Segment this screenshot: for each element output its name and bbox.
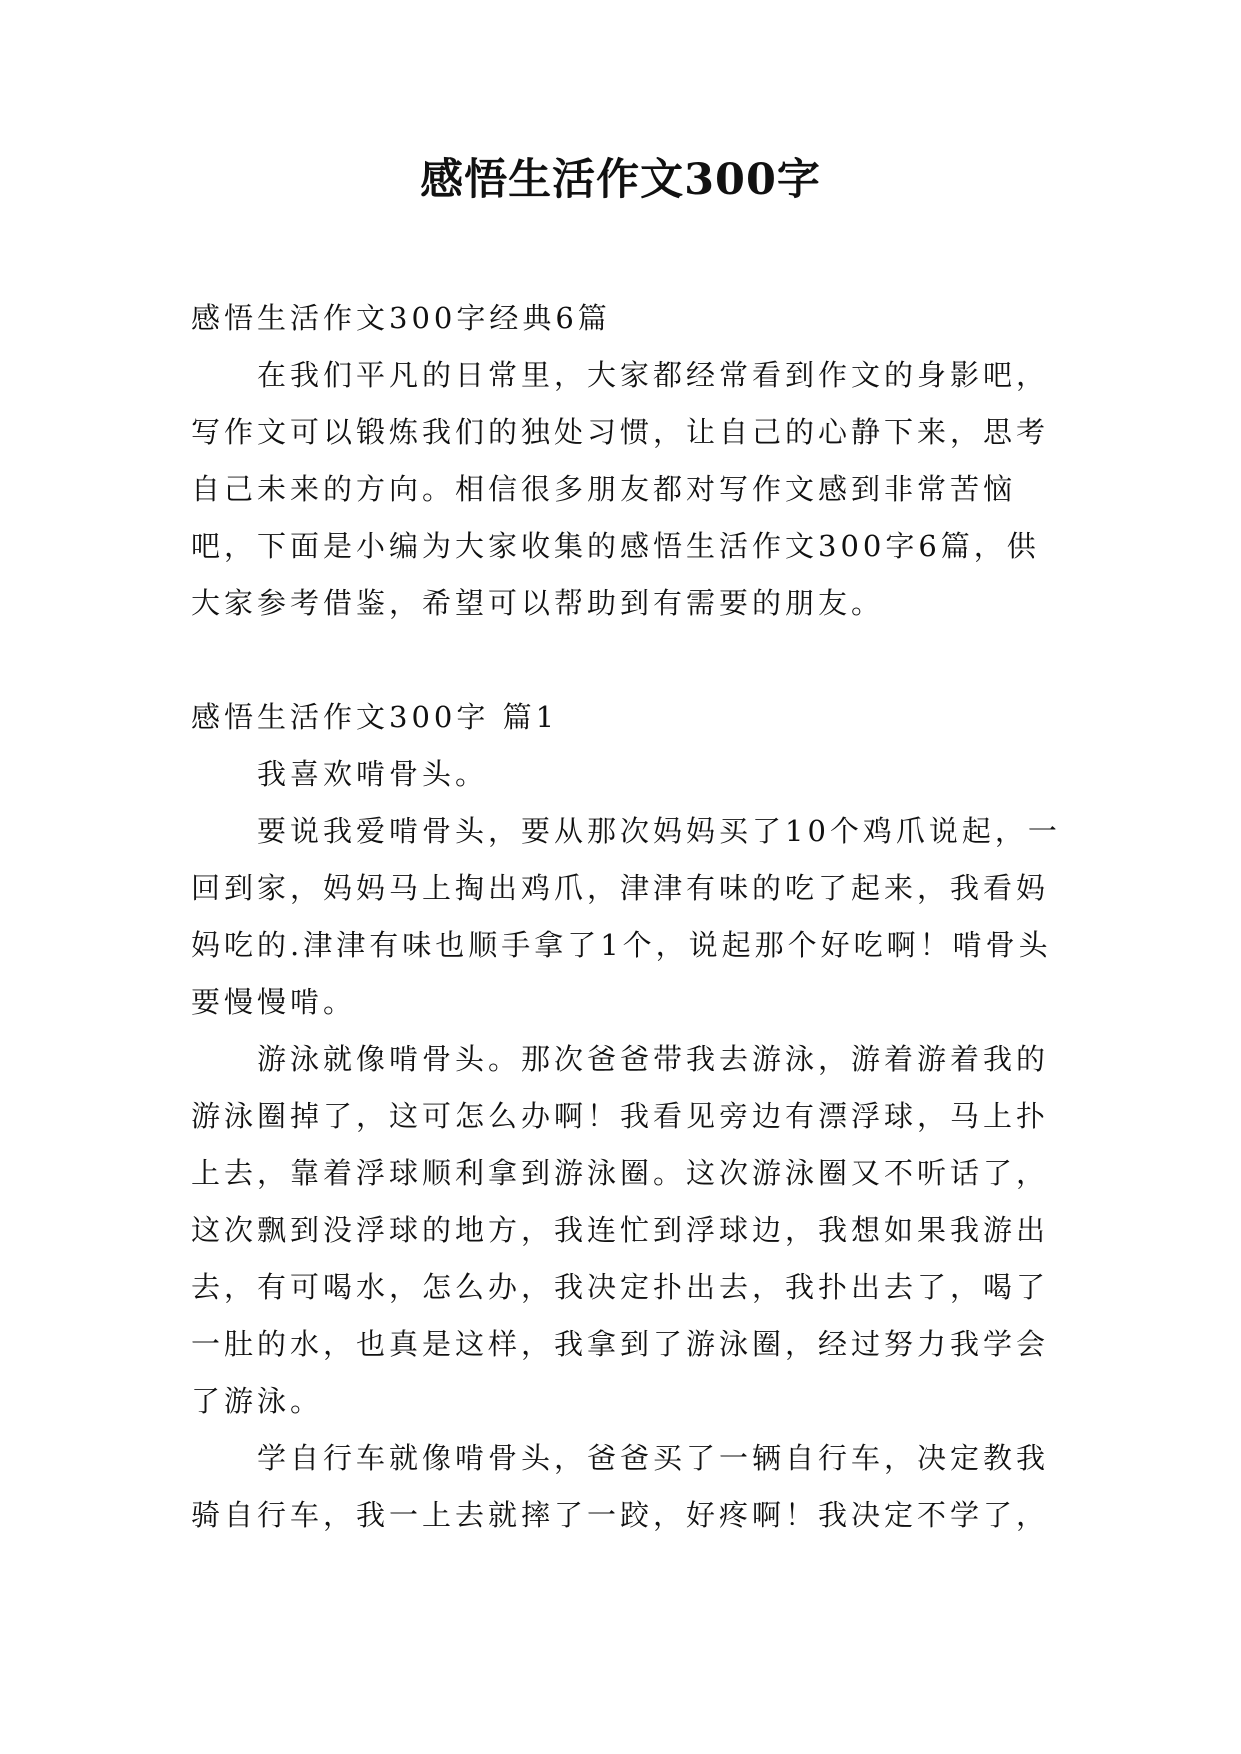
document-title: 感悟生活作文300字 bbox=[420, 155, 821, 205]
section-heading: 感悟生活作文300字 篇1 bbox=[191, 700, 559, 734]
body-paragraph-3: 游泳就像啃骨头。那次爸爸带我去游泳，游着游着我的游泳圈掉了，这可怎么办啊！我看见旁边有漂浮球，马上扑上去，靠着浮球顺利拿到游泳圈。这次游泳圈又不听话了，这次飘到没浮球的地方，我连忙到浮球边，我想如果我游出去，有可喝水，怎么办，我决定扑出去，我扑出去了，喝了一肚的水，也真是这样，我拿到了游泳圈，经过努力我学会了游泳。 bbox=[191, 1042, 1050, 1418]
intro-paragraph: 在我们平凡的日常里，大家都经常看到作文的身影吧，写作文可以锻炼我们的独处习惯，让自己的心静下来，思考自己未来的方向。相信很多朋友都对写作文感到非常苦恼吧，下面是小编为大家收集的感悟生活作文300字6篇，供大家参考借鉴，希望可以帮助到有需要的朋友。 bbox=[191, 358, 1050, 620]
collection-heading: 感悟生活作文300字经典6篇 bbox=[191, 301, 611, 335]
body-paragraph-1: 我喜欢啃骨头。 bbox=[257, 757, 489, 791]
body-paragraph-4: 学自行车就像啃骨头，爸爸买了一辆自行车，决定教我骑自行车，我一上去就摔了一跤，好疼啊！我决定不学了， bbox=[191, 1441, 1050, 1532]
body-paragraph-2: 要说我爱啃骨头，要从那次妈妈买了10个鸡爪说起，一回到家，妈妈马上掏出鸡爪，津津有味的吃了起来，我看妈妈吃的.津津有味也顺手拿了1个，说起那个好吃啊！啃骨头要慢慢啃。 bbox=[191, 814, 1061, 1019]
document-body bbox=[191, 290, 1071, 1544]
section-gap bbox=[191, 632, 1071, 689]
